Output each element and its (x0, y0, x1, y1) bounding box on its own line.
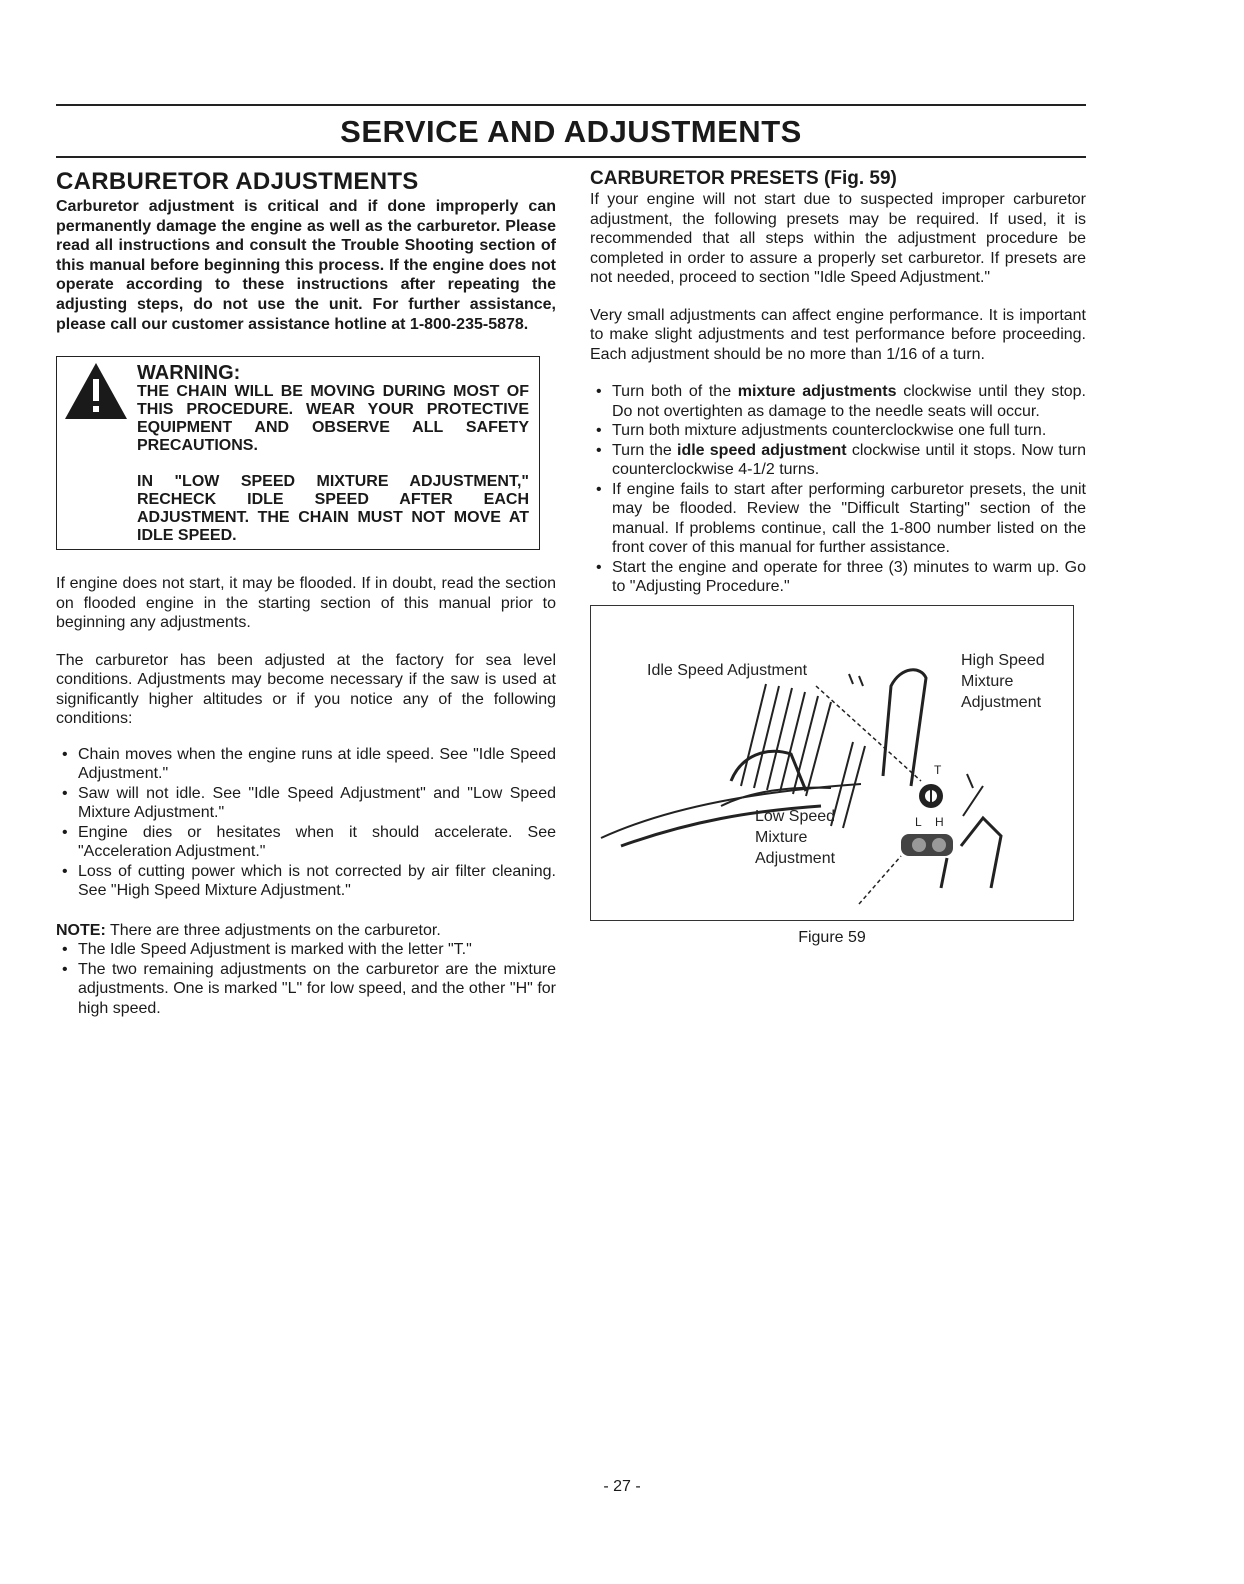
flooded-paragraph: If engine does not start, it may be flooded. If in doubt, read the section on flooded engine in the starting section of this manual prior to beginning any adjustments. (56, 575, 556, 632)
high-speed-label-line2: Mixture (961, 672, 1014, 690)
mark-l: L (915, 814, 922, 829)
low-speed-label-line3: Adjustment (755, 849, 836, 867)
list-item: • The two remaining adjustments on the carburetor are the mixture adjustments. One is marked "L" for low speed, and the other "H" for high speed. (56, 960, 556, 1019)
warning-title: WARNING: (137, 362, 241, 385)
carburetor-presets-heading: CARBURETOR PRESETS (Fig. 59) (590, 168, 897, 189)
low-speed-label-line1: Low Speed (755, 807, 836, 825)
note-text: There are three adjustments on the carburetor. (105, 921, 441, 939)
list-item: • Turn the idle speed adjustment clockwise until it stops. Now turn counterclockwise 4-1/2 turns. (590, 441, 1086, 480)
list-item: • Engine dies or hesitates when it should accelerate. See "Acceleration Adjustment." (56, 823, 556, 862)
factory-paragraph: The carburetor has been adjusted at the factory for sea level conditions. Adjustments may become necessary if the saw is used at significantly higher altitudes or if you notice any of the following conditions: (56, 651, 556, 728)
mark-t: T (934, 762, 942, 777)
list-item: • If engine fails to start after performing carburetor presets, the unit may be flooded. Review the "Difficult Starting" section of the manual. If problems continue, call the 1-800 number listed on the front cover of this manual for further assistance. (590, 480, 1086, 558)
presets-steps-list (590, 382, 1086, 597)
conditions-list (56, 745, 556, 901)
warning-triangle-icon (63, 361, 129, 421)
low-speed-label-line2: Mixture (755, 828, 808, 846)
figure-59 (590, 605, 1074, 921)
title-underline (56, 156, 1086, 158)
list-item: • Loss of cutting power which is not corrected by air filter cleaning. See "High Speed Mixture Adjustment." (56, 862, 556, 901)
carburetor-adjustments-heading: CARBURETOR ADJUSTMENTS (56, 168, 419, 195)
high-speed-label-line3: Adjustment (961, 693, 1042, 711)
warning-box (56, 356, 540, 550)
high-speed-label-line1: High Speed (961, 651, 1045, 669)
small-adjustments-paragraph: Very small adjustments can affect engine performance. It is important to make slight adjustments and test performance before proceeding. Each adjustment should be no more than 1/16 of a turn. (590, 306, 1086, 363)
list-item: • The Idle Speed Adjustment is marked with the letter "T." (56, 940, 556, 960)
list-item: • Saw will not idle. See "Idle Speed Adjustment" and "Low Speed Mixture Adjustment." (56, 784, 556, 823)
idle-speed-label: Idle Speed Adjustment (647, 661, 808, 679)
note-label: NOTE: (56, 921, 106, 939)
note-paragraph (56, 921, 556, 941)
left-column (56, 168, 556, 1018)
right-column (590, 168, 1086, 947)
intro-paragraph: Carburetor adjustment is critical and if done improperly can permanently damage the engine as well as the carburetor. Please read all instructions and consult the Trouble Shooting section of this manual before beginning this process. If the engine does not operate according to these instructions after repeating the adjusting steps, do not use the unit. For further assistance, please call our customer assistance hotline at 1-800-235-5878. (56, 198, 556, 333)
warning-text-chain: THE CHAIN WILL BE MOVING DURING MOST OF THIS PROCEDURE. WEAR YOUR PROTECTIVE EQUIPMENT AND OBSERVE ALL SAFETY PRECAUTIONS. (137, 383, 529, 455)
note-list (56, 940, 556, 1018)
figure-caption: Figure 59 (798, 928, 866, 946)
warning-text-idle: IN "LOW SPEED MIXTURE ADJUSTMENT," RECHECK IDLE SPEED AFTER EACH ADJUSTMENT. THE CHAIN MUST NOT MOVE AT IDLE SPEED. (137, 473, 529, 545)
list-item: • Turn both of the mixture adjustments clockwise until they stop. Do not overtighten as damage to the needle seats will occur. (590, 382, 1086, 421)
list-item: • Chain moves when the engine runs at idle speed. See "Idle Speed Adjustment." (56, 745, 556, 784)
top-rule (56, 104, 1086, 106)
page-title: SERVICE AND ADJUSTMENTS (340, 114, 802, 149)
list-item: • Start the engine and operate for three (3) minutes to warm up. Go to "Adjusting Procedure." (590, 558, 1086, 597)
list-item: • Turn both mixture adjustments counterclockwise one full turn. (590, 421, 1086, 441)
page-number: - 27 - (603, 1478, 641, 1495)
presets-paragraph: If your engine will not start due to suspected improper carburetor adjustment, the following presets may be required. If used, it is recommended that all steps within the adjustment procedure be completed in order to assure a properly set carburetor. If presets are not needed, proceed to section "Idle Speed Adjustment." (590, 191, 1086, 286)
mark-h: H (935, 814, 944, 829)
